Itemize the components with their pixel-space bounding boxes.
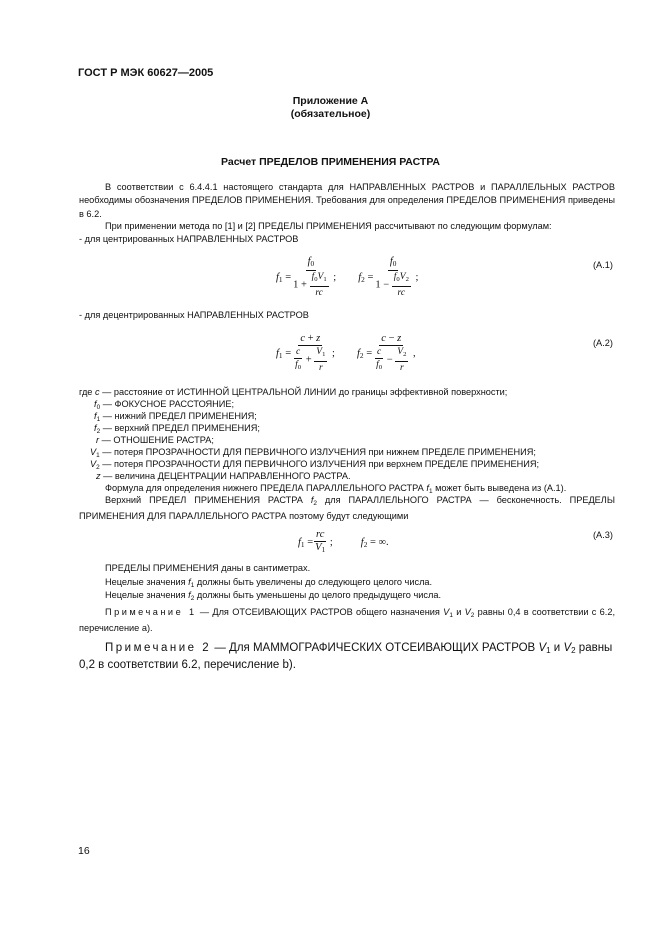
equation-a1: $f_1$ = $f_0$ 1 + $\frac{f_0V_1}{rc}$ ; $f_2$ = $f_0$ 1 − $\frac{f_0V_2}{rc}$ ;: [276, 256, 419, 298]
note-1: Примечание 1 — Для ОТСЕИВАЮЩИХ РАСТРОВ общего назначения $V_1$ и $V_2$ равны 0,4 в соответствии с 6.2, перечисление а).: [79, 607, 616, 634]
legend-v1: $V_1$ — потеря ПРОЗРАЧНОСТИ ДЛЯ ПЕРВИЧНОГО ИЗЛУЧЕНИЯ при нижнем ПРЕДЕЛЕ ПРИМЕНЕНИЯ;: [90, 447, 536, 459]
legend-v2: $V_2$ — потеря ПРОЗРАЧНОСТИ ДЛЯ ПЕРВИЧНОГО ИЗЛУЧЕНИЯ при верхнем ПРЕДЕЛЕ ПРИМЕНЕНИЯ;: [90, 459, 540, 471]
legend-f0: $f_0$ — ФОКУСНОЕ РАССТОЯНИЕ;: [94, 399, 235, 411]
decentered-grids-label: - для децентрированных НАПРАВЛЕННЫХ РАСТРОВ: [79, 310, 309, 320]
legend-c: где c — расстояние от ИСТИННОЙ ЦЕНТРАЛЬНОЙ ЛИНИИ до границы эффективной поверхности;: [79, 387, 508, 397]
method-paragraph: При применении метода по [1] и [2] ПРЕДЕЛЫ ПРИМЕНЕНИЯ рассчитывают по следующим формулам:: [105, 221, 552, 231]
equation-a3: $f_1$ = $\frac{rc}{V_1}$ ; $f_2$ = ∞.: [298, 529, 389, 554]
equation-a2: $f_1$ = c + z $\frac{c}{f_0}$ + $\frac{V_1}{r}$ ; $f_2$ = c − z $\frac{c}{f_0}$ − $\frac{V_2}{r}$ ,: [276, 333, 416, 373]
units-note: ПРЕДЕЛЫ ПРИМЕНЕНИЯ даны в сантиметрах.: [105, 563, 311, 573]
parallel-lower-limit-text: Формула для определения нижнего ПРЕДЕЛА ПАРАЛЛЕЛЬНОГО РАСТРА $f_1$ может быть выведена из (А.1).: [105, 483, 567, 495]
annex-status: (обязательное): [290, 108, 371, 120]
equation-number-a1: (А.1): [593, 260, 613, 270]
rounding-up-note: Нецелые значения $f_1$ должны быть увеличены до следующего целого числа.: [105, 577, 433, 589]
document-code: ГОСТ Р МЭК 60627—2005: [78, 67, 214, 79]
page-number: 16: [78, 845, 90, 857]
legend-r: r — ОТНОШЕНИЕ РАСТРА;: [96, 435, 214, 445]
note-2: Примечание 2 — Для МАММОГРАФИЧЕСКИХ ОТСЕИВАЮЩИХ РАСТРОВ $V_1$ и $V_2$ равны 0,2 в соответствии 6.2, перечисление b).: [79, 642, 613, 671]
legend-z: z — величина ДЕЦЕНТРАЦИИ НАПРАВЛЕННОГО РАСТРА.: [96, 471, 351, 481]
equation-number-a3: (А.3): [593, 530, 613, 540]
legend-f1: $f_1$ — нижний ПРЕДЕЛ ПРИМЕНЕНИЯ;: [94, 411, 257, 423]
annex-title: Приложение А: [292, 95, 369, 107]
rounding-down-note: Нецелые значения $f_2$ должны быть уменьшены до целого предыдущего числа.: [105, 590, 441, 602]
intro-paragraph: В соответствии с 6.4.4.1 настоящего стандарта для НАПРАВЛЕННЫХ РАСТРОВ и ПАРАЛЛЕЛЬНЫХ РАСТРОВ необходимы обозначения ПРЕДЕЛОВ ПРИМЕНЕНИЯ. Требования для определения ПРЕДЕЛОВ ПРИМЕНЕНИЯ приведены в 6.2.: [79, 182, 615, 219]
parallel-upper-limit-text: Верхний ПРЕДЕЛ ПРИМЕНЕНИЯ РАСТРА $f_2$ для ПАРАЛЛЕЛЬНОГО РАСТРА — бесконечность. ПРЕДЕЛЫ ПРИМЕНЕНИЯ ДЛЯ ПАРАЛЛЕЛЬНОГО РАСТРА поэтому будут следующими: [79, 495, 615, 522]
section-title: Расчет ПРЕДЕЛОВ ПРИМЕНЕНИЯ РАСТРА: [220, 156, 441, 168]
centered-grids-label: - для центрированных НАПРАВЛЕННЫХ РАСТРОВ: [79, 234, 299, 244]
equation-number-a2: (А.2): [593, 338, 613, 348]
legend-f2: $f_2$ — верхний ПРЕДЕЛ ПРИМЕНЕНИЯ;: [94, 423, 260, 435]
